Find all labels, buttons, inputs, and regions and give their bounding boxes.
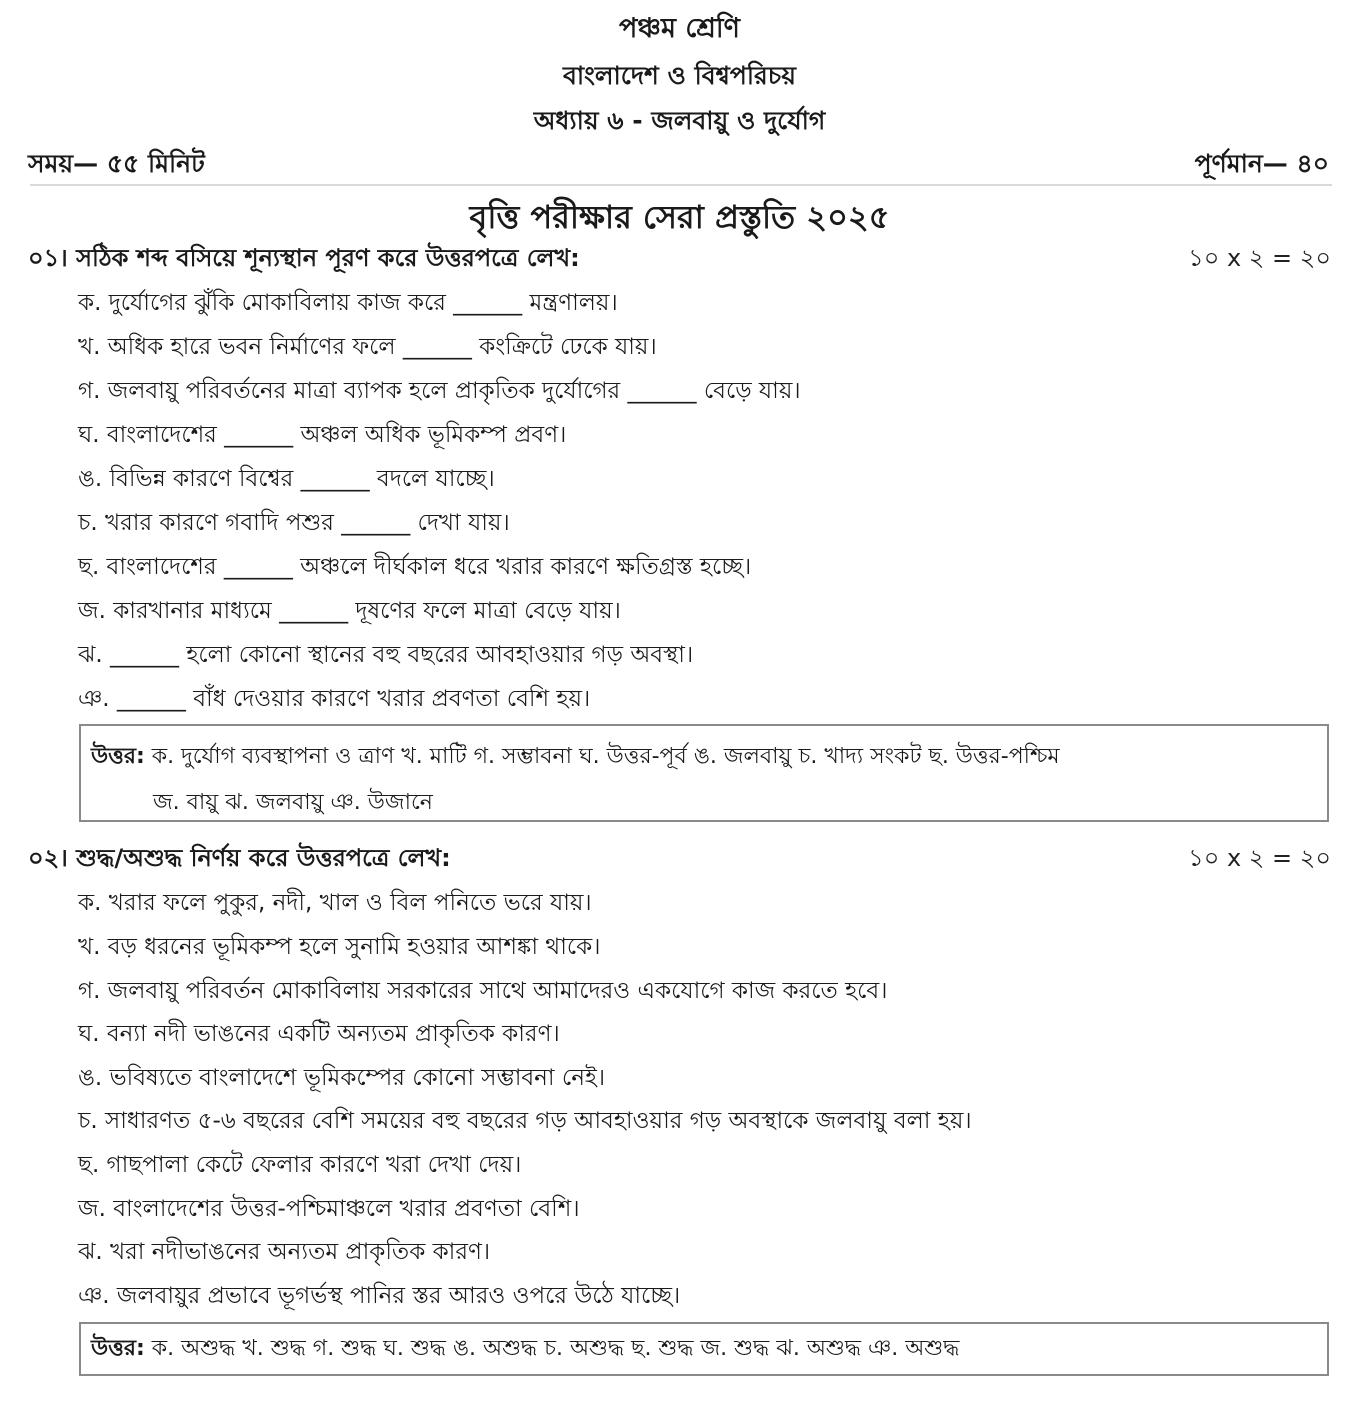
q1-item: ছ. বাংলাদেশের ______ অঞ্চলে দীর্ঘকাল ধরে খরার কারণে ক্ষতিগ্রস্ত হচ্ছে। <box>78 554 752 580</box>
q2-answer-text: ক. অশুদ্ধ খ. শুদ্ধ গ. শুদ্ধ ঘ. শুদ্ধ ঙ. অশুদ্ধ চ. অশুদ্ধ ছ. শুদ্ধ জ. শুদ্ধ ঝ. অশুদ্ধ ঞ. অশুদ্ধ <box>151 1336 960 1361</box>
full-marks: পূর্ণমান— ৪০ <box>1194 149 1329 178</box>
answer-label: উত্তর: <box>91 1336 145 1361</box>
q1-item: গ. জলবায়ু পরিবর্তনের মাত্রা ব্যাপক হলে প্রাকৃতিক দুর্যোগের ______ বেড়ে যায়। <box>78 378 801 404</box>
answer-label: উত্তর: <box>91 744 145 769</box>
chapter-title: অধ্যায় ৬ - জলবায়ু ও দুর্যোগ <box>533 106 826 135</box>
q1-item: ঙ. বিভিন্ন কারণে বিশ্বের ______ বদলে যাচ্ছে। <box>78 466 495 492</box>
q2-title: ০২। শুদ্ধ/অশুদ্ধ নির্ণয় করে উত্তরপত্রে লেখ: <box>28 844 451 872</box>
q2-item: ঞ. জলবায়ুর প্রভাবে ভূগর্ভস্থ পানির স্তর আরও ওপরে উঠে যাচ্ছে। <box>78 1283 681 1309</box>
q1-item: চ. খরার কারণে গবাদি পশুর ______ দেখা যায়। <box>78 510 510 536</box>
q2-item: ছ. গাছপালা কেটে ফেলার কারণে খরা দেখা দেয়। <box>78 1152 522 1178</box>
header-divider <box>30 184 1332 186</box>
q2-item: ক. খরার ফলে পুকুর, নদী, খাল ও বিল পনিতে ভরে যায়। <box>78 890 592 916</box>
q1-item: জ. কারখানার মাধ্যমে ______ দূষণের ফলে মাত্রা বেড়ে যায়। <box>78 598 621 624</box>
q2-item: ঘ. বন্যা নদী ভাঙনের একটি অন্যতম প্রাকৃতিক কারণ। <box>78 1021 560 1047</box>
q2-item: ঙ. ভবিষ্যতে বাংলাদেশে ভূমিকম্পের কোনো সম্ভাবনা নেই। <box>78 1065 606 1091</box>
q1-item: ক. দুর্যোগের ঝুঁকি মোকাবিলায় কাজ করে ______ মন্ত্রণালয়। <box>78 290 618 316</box>
q2-item: ঝ. খরা নদীভাঙনের অন্যতম প্রাকৃতিক কারণ। <box>78 1239 491 1265</box>
q2-marks: ১০ x ২ = ২০ <box>1188 844 1331 872</box>
q1-item: ঞ. ______ বাঁধ দেওয়ার কারণে খরার প্রবণতা বেশি হয়। <box>78 686 591 712</box>
q2-item: চ. সাধারণত ৫-৬ বছরের বেশি সময়ের বহু বছরের গড় আবহাওয়ার গড় অবস্থাকে জলবায়ু বলা হয়। <box>78 1108 972 1134</box>
q1-answer-box <box>79 724 1329 822</box>
q2-item: জ. বাংলাদেশের উত্তর-পশ্চিমাঞ্চলে খরার প্রবণতা বেশি। <box>78 1196 580 1222</box>
q1-answer-text: ক. দুর্যোগ ব্যবস্থাপনা ও ত্রাণ খ. মাটি গ. সম্ভাবনা ঘ. উত্তর-পূর্ব ঙ. জলবায়ু চ. খাদ্য সংকট ছ. উত্তর-পশ্চিম <box>151 744 1060 769</box>
q2-item: গ. জলবায়ু পরিবর্তন মোকাবিলায় সরকারের সাথে আমাদেরও একযোগে কাজ করতে হবে। <box>78 978 888 1004</box>
q1-answer-line-2: জ. বায়ু ঝ. জলবায়ু ঞ. উজানে <box>153 790 433 815</box>
q1-marks: ১০ x ২ = ২০ <box>1188 244 1331 272</box>
q1-item: ঘ. বাংলাদেশের ______ অঞ্চল অধিক ভূমিকম্প প্রবণ। <box>78 422 567 448</box>
q2-answer-box <box>79 1322 1329 1376</box>
q1-answer-line-1 <box>91 734 1317 780</box>
q1-item: খ. অধিক হারে ভবন নির্মাণের ফলে ______ কংক্রিটে ঢেকে যায়। <box>78 334 657 360</box>
exam-time: সময়— ৫৫ মিনিট <box>28 149 205 178</box>
q1-title: ০১। সঠিক শব্দ বসিয়ে শূন্যস্থান পূরণ করে উত্তরপত্রে লেখ: <box>28 244 580 272</box>
subject-title: বাংলাদেশ ও বিশ্বপরিচয় <box>562 61 796 90</box>
q1-item: ঝ. ______ হলো কোনো স্থানের বহু বছরের আবহাওয়ার গড় অবস্থা। <box>78 642 694 668</box>
q2-item: খ. বড় ধরনের ভূমিকম্প হলে সুনামি হওয়ার আশঙ্কা থাকে। <box>78 934 601 960</box>
banner-title: বৃত্তি পরীক্ষার সেরা প্রস্তুতি ২০২৫ <box>469 198 890 236</box>
class-title: পঞ্চম শ্রেণি <box>619 13 740 44</box>
